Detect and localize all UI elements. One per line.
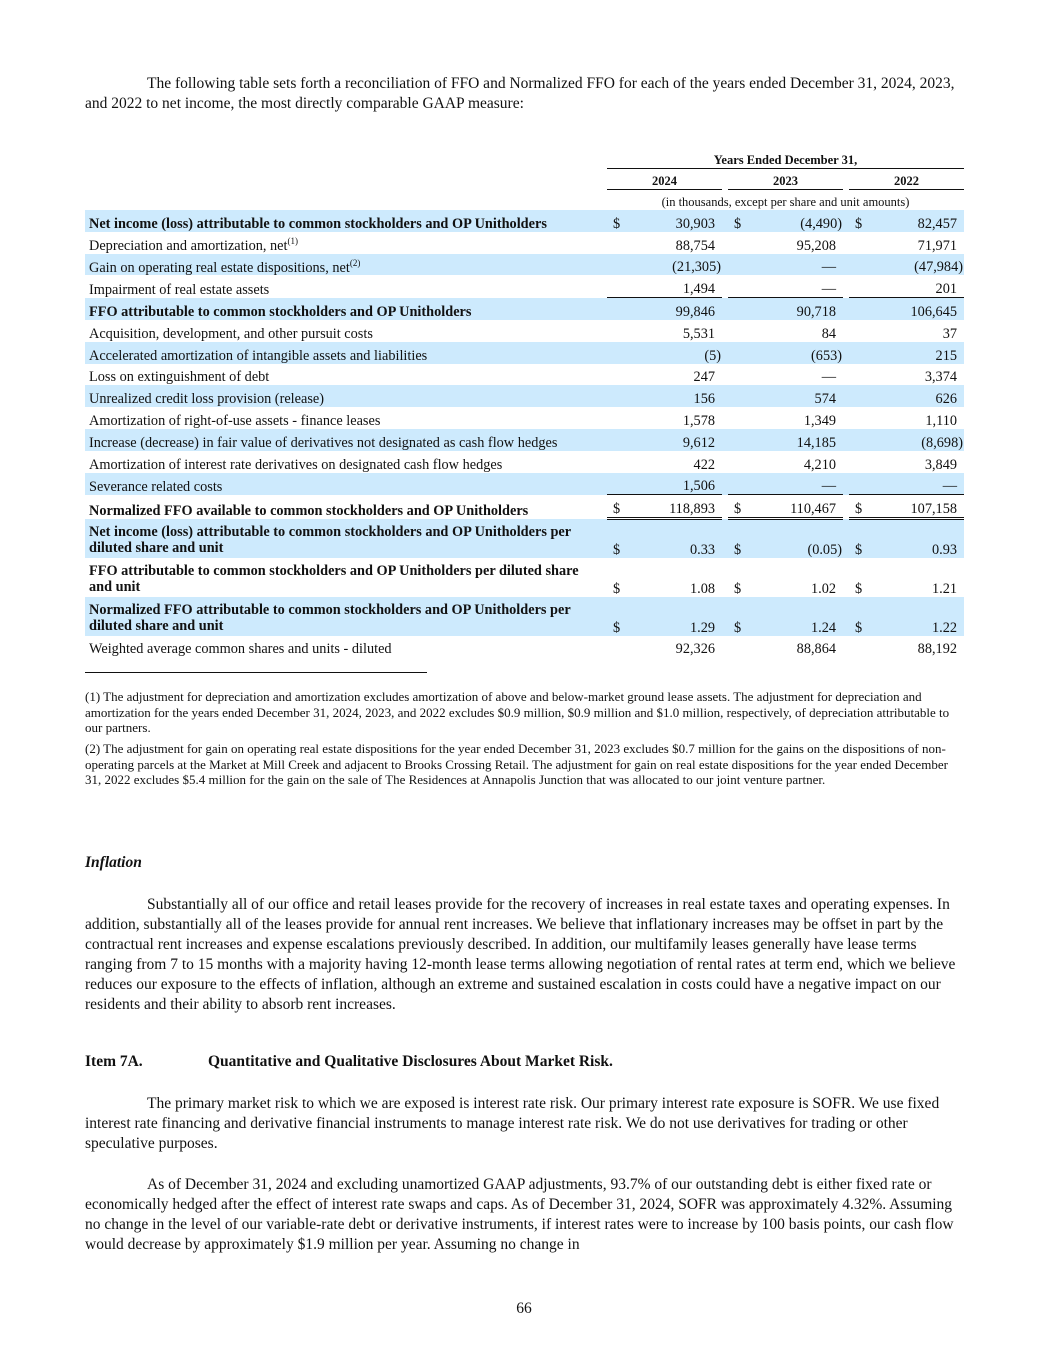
dollar-sign <box>607 254 627 276</box>
table-row <box>85 473 964 495</box>
row-label <box>85 385 605 407</box>
dollar-sign: $ <box>849 519 869 558</box>
cell-value-2023: 574 <box>748 385 843 407</box>
page-number: 66 <box>516 1300 532 1317</box>
market-risk-paragraph-2: As of December 31, 2024 and excluding unamortized GAAP adjustments, 93.7% of our outstanding debt is either fixed rate or economically hedged after the effect of interest rate swaps and caps. As of December 31, 2024, SOFR was approximately 4.32%. Assuming no change in the level of our variable-rate debt or derivative instruments, if interest rates were to increase by 100 basis points, our cash flow would decrease by approximately $1.9 million per year. Assuming no change in <box>85 1176 954 1253</box>
cell-value-2024: 1.08 <box>689 580 715 597</box>
table-row <box>85 364 964 386</box>
row-label-text: Impairment of real estate assets <box>89 281 270 298</box>
table-row <box>85 519 964 558</box>
row-label <box>85 597 605 636</box>
dollar-sign <box>607 364 627 386</box>
table-year-header <box>85 169 964 190</box>
row-label-text: FFO attributable to common stockholders and OP Unitholders per diluted share and unit <box>89 562 579 595</box>
row-label-text: Normalized FFO attributable to common stockholders and OP Unitholders per diluted share and unit <box>89 601 571 634</box>
dollar-sign: $ <box>855 580 863 597</box>
row-label-text: Accelerated amortization of intangible assets and liabilities <box>89 347 428 364</box>
dollar-sign <box>849 298 869 320</box>
dollar-sign <box>728 342 748 364</box>
row-label-text: Net income (loss) attributable to common stockholders and OP Unitholders <box>89 215 547 232</box>
cell-value-2023: — <box>748 473 843 495</box>
dollar-sign <box>849 254 869 276</box>
row-label <box>85 364 605 386</box>
dollar-sign <box>607 320 627 342</box>
dollar-sign <box>849 385 869 407</box>
table-row <box>85 254 964 276</box>
cell-value-2024: (21,305) <box>627 254 722 276</box>
cell-value-2024: 30,903 <box>627 210 722 232</box>
units-note: (in thousands, except per share and unit amounts) <box>661 195 910 209</box>
dollar-sign <box>607 636 627 658</box>
dollar-sign <box>607 429 627 451</box>
table-row <box>85 232 964 254</box>
dollar-sign: $ <box>607 210 627 232</box>
dollar-sign <box>607 407 627 429</box>
cell-value-2022: 107,158 <box>869 495 964 519</box>
cell-value-2022: 0.93 <box>869 519 964 558</box>
cell-value-2024: 1,506 <box>627 473 722 495</box>
cell-value-2022: 1.21 <box>931 580 957 597</box>
cell-value-2023: (4,490) <box>748 210 843 232</box>
table-row <box>85 298 964 320</box>
table-units-row <box>85 190 964 211</box>
cell-value-2023: 84 <box>821 325 836 342</box>
market-risk-paragraph-1: The primary market risk to which we are exposed is interest rate risk. Our primary interest rate exposure is SOFR. We use fixed interest rate financing and derivative financial instruments to manage interest rate risk. We do not use derivatives for trading or other speculative purposes. <box>85 1095 940 1152</box>
cell-value-2024: 99,846 <box>627 298 722 320</box>
table-row <box>85 210 964 232</box>
row-label-text: Severance related costs <box>89 478 223 495</box>
cell-value-2024: 1,494 <box>627 275 722 297</box>
intro-paragraph: The following table sets forth a reconciliation of FFO and Normalized FFO for each of the years ended December 31, 2024, 2023, and 2022 to net income, the most directly comparable GAAP measure: <box>85 75 955 112</box>
table-row <box>85 495 964 519</box>
cell-value-2024: 1,578 <box>682 412 715 429</box>
table-row <box>85 275 964 297</box>
row-label-text: Loss on extinguishment of debt <box>89 369 270 386</box>
cell-value-2024: 88,754 <box>675 237 715 254</box>
row-label-text: Amortization of interest rate derivatives on designated cash flow hedges <box>89 456 503 473</box>
row-label <box>85 519 605 558</box>
table-row <box>85 429 964 451</box>
dollar-sign <box>728 275 748 297</box>
dollar-sign: $ <box>728 495 748 519</box>
inflation-paragraph: Substantially all of our office and retail leases provide for the recovery of increases in real estate taxes and operating expenses. In addition, substantially all of the leases provide for annual rent increases. We believe that inflationary increases may be offset in part by the contractual rent increases and expense escalations previously described. In addition, our multifamily leases generally have lease terms ranging from 7 to 15 months with a majority having 12-month lease terms allowing negotiation of rental rates at term end, which we believe reduces our exposure to the effects of inflation, although an extreme and sustained escalation in costs could have a negative impact on our residents and their ability to absorb rent increases. <box>85 896 956 1013</box>
dollar-sign <box>728 298 748 320</box>
cell-value-2022: 215 <box>869 342 964 364</box>
table-row <box>85 407 964 429</box>
item-number: Item 7A. <box>85 1053 143 1070</box>
cell-value-2022: (8,698) <box>869 429 964 451</box>
cell-value-2024: 0.33 <box>627 519 722 558</box>
cell-value-2023: 90,718 <box>748 298 843 320</box>
dollar-sign <box>849 364 869 386</box>
cell-value-2024: 9,612 <box>627 429 722 451</box>
dollar-sign: $ <box>728 519 748 558</box>
row-label-text: Net income (loss) attributable to common stockholders and OP Unitholders per diluted share and unit <box>89 523 571 556</box>
cell-value-2023: — <box>821 369 836 386</box>
ffo-reconciliation-table <box>85 148 964 657</box>
dollar-sign <box>849 320 869 342</box>
dollar-sign <box>728 254 748 276</box>
item-7a-heading <box>85 1052 965 1072</box>
year-2023: 2023 <box>728 169 843 190</box>
row-label-text: Acquisition, development, and other pursuit costs <box>89 325 373 342</box>
table-row <box>85 320 964 342</box>
row-label <box>85 232 605 254</box>
cell-value-2022: 3,849 <box>924 456 957 473</box>
dollar-sign <box>849 342 869 364</box>
footnote-ref: (2) <box>349 257 361 268</box>
item-title: Quantitative and Qualitative Disclosures About Market Risk. <box>208 1053 613 1070</box>
cell-value-2023: (653) <box>748 342 843 364</box>
dollar-sign: $ <box>613 580 621 597</box>
cell-value-2023: 4,210 <box>803 456 836 473</box>
cell-value-2023: 110,467 <box>748 495 843 519</box>
dollar-sign: $ <box>849 597 869 636</box>
row-label <box>85 495 605 519</box>
dollar-sign <box>728 473 748 495</box>
table-row <box>85 385 964 407</box>
dollar-sign <box>607 232 627 254</box>
cell-value-2022: 1,110 <box>925 412 957 429</box>
cell-value-2023: — <box>748 275 843 297</box>
year-2022: 2022 <box>849 169 964 190</box>
row-label-text: FFO attributable to common stockholders and OP Unitholders <box>89 303 472 320</box>
row-label-text: Weighted average common shares and units - diluted <box>89 641 392 658</box>
cell-value-2024: 156 <box>627 385 722 407</box>
row-label-text: Amortization of right-of-use assets - finance leases <box>89 412 381 429</box>
row-label <box>85 342 605 364</box>
row-label <box>85 275 605 297</box>
cell-value-2022: 201 <box>869 275 964 297</box>
cell-value-2023: (0.05) <box>748 519 843 558</box>
table-row <box>85 597 964 636</box>
dollar-sign <box>849 636 869 658</box>
cell-value-2022: 3,374 <box>924 369 957 386</box>
footnote-divider <box>85 672 427 673</box>
row-label <box>85 298 605 320</box>
dollar-sign: $ <box>734 580 742 597</box>
table-row <box>85 636 964 658</box>
dollar-sign <box>728 320 748 342</box>
cell-value-2024: 1.29 <box>627 597 722 636</box>
cell-value-2024: 247 <box>693 369 715 386</box>
row-label <box>85 636 605 658</box>
row-label <box>85 473 605 495</box>
row-label <box>85 254 605 276</box>
dollar-sign <box>849 275 869 297</box>
dollar-sign <box>728 451 748 473</box>
dollar-sign <box>728 636 748 658</box>
cell-value-2023: 14,185 <box>748 429 843 451</box>
row-label <box>85 451 605 473</box>
row-label-text: Depreciation and amortization, net <box>89 237 288 254</box>
row-label <box>85 429 605 451</box>
dollar-sign <box>607 298 627 320</box>
years-ended-header: Years Ended December 31, <box>607 148 964 169</box>
cell-value-2024: 118,893 <box>627 495 722 519</box>
footnote-ref: (1) <box>287 235 298 246</box>
dollar-sign <box>849 407 869 429</box>
cell-value-2022: 71,971 <box>917 237 957 254</box>
cell-value-2022: 1.22 <box>869 597 964 636</box>
dollar-sign: $ <box>607 597 627 636</box>
dollar-sign <box>607 385 627 407</box>
dollar-sign <box>728 429 748 451</box>
cell-value-2022: 37 <box>942 325 957 342</box>
dollar-sign <box>728 407 748 429</box>
table-super-header <box>85 148 964 169</box>
row-label <box>85 210 605 232</box>
row-label-text: Gain on operating real estate dispositions, net <box>89 259 350 276</box>
cell-value-2023: 1.24 <box>748 597 843 636</box>
row-label <box>85 320 605 342</box>
table-row <box>85 342 964 364</box>
dollar-sign <box>607 342 627 364</box>
dollar-sign <box>849 232 869 254</box>
dollar-sign <box>849 451 869 473</box>
cell-value-2023: 95,208 <box>796 237 836 254</box>
cell-value-2023: 1,349 <box>803 412 836 429</box>
footnote-2: (2) The adjustment for gain on operating real estate dispositions for the year ended December 31, 2023 excludes $0.7 million for the gains on the dispositions of non-operating parcels at the Market at Mill Creek and adjacent to Brooks Crossing Retail. The adjustment for gain on real estate dispositions for the year ended December 31, 2022 excludes $5.4 million for the gain on the sale of The Residences at Annapolis Junction that was allocated to our joint venture partner. <box>85 741 948 787</box>
cell-value-2022: — <box>869 473 964 495</box>
table-row <box>85 451 964 473</box>
dollar-sign <box>849 429 869 451</box>
dollar-sign <box>728 364 748 386</box>
dollar-sign: $ <box>728 597 748 636</box>
cell-value-2023: 1.02 <box>810 580 836 597</box>
row-label <box>85 558 605 597</box>
dollar-sign <box>607 451 627 473</box>
cell-value-2022: 106,645 <box>869 298 964 320</box>
dollar-sign <box>607 275 627 297</box>
cell-value-2024: 5,531 <box>682 325 715 342</box>
row-label-text: Normalized FFO available to common stockholders and OP Unitholders <box>89 502 529 519</box>
dollar-sign <box>849 473 869 495</box>
dollar-sign <box>728 385 748 407</box>
cell-value-2024: 422 <box>693 456 715 473</box>
cell-value-2023: — <box>748 254 843 276</box>
footnote-1: (1) The adjustment for depreciation and amortization excludes amortization of above and below-market ground lease assets. The adjustment for depreciation and amortization for the years ended December 31, 2024, 2023, and 2022 excludes $0.9 million, $0.9 million and $1.0 million, respectively, of depreciation attributable to our partners. <box>85 689 950 735</box>
dollar-sign: $ <box>607 495 627 519</box>
inflation-heading: Inflation <box>85 854 142 871</box>
row-label-text: Unrealized credit loss provision (release) <box>89 391 325 408</box>
dollar-sign: $ <box>849 495 869 519</box>
row-label <box>85 407 605 429</box>
dollar-sign: $ <box>849 210 869 232</box>
dollar-sign: $ <box>607 519 627 558</box>
cell-value-2024: 92,326 <box>675 641 715 658</box>
dollar-sign <box>607 473 627 495</box>
cell-value-2022: 626 <box>869 385 964 407</box>
cell-value-2024: (5) <box>627 342 722 364</box>
cell-value-2022: 82,457 <box>869 210 964 232</box>
year-2024: 2024 <box>607 169 722 190</box>
dollar-sign: $ <box>728 210 748 232</box>
table-row <box>85 558 964 597</box>
cell-value-2022: 88,192 <box>917 641 957 658</box>
row-label-text: Increase (decrease) in fair value of derivatives not designated as cash flow hedges <box>89 434 558 451</box>
cell-value-2022: (47,984) <box>869 254 964 276</box>
cell-value-2023: 88,864 <box>796 641 836 658</box>
dollar-sign <box>728 232 748 254</box>
